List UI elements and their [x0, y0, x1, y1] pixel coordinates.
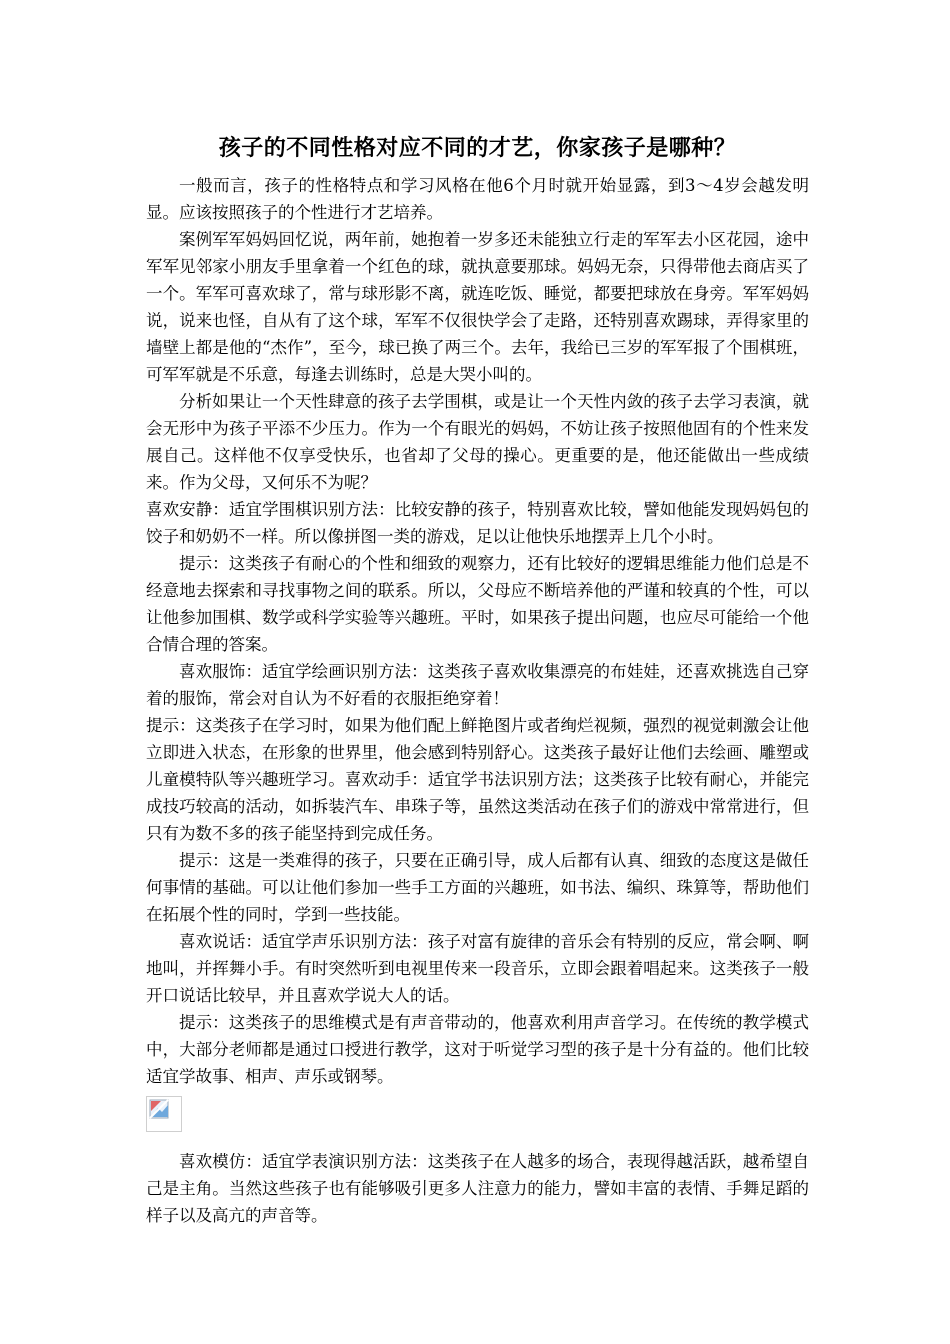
paragraph: 案例军军妈妈回忆说，两年前，她抱着一岁多还未能独立行走的军军去小区花园，途中军军见邻家小朋友手里拿着一个红色的球，就执意要那球。妈妈无奈，只得带他去商店买了一个。军军可喜欢球了，常与球形影不离，就连吃饭、睡觉，都要把球放在身旁。军军妈妈说，说来也怪，自从有了这个球，军军不仅很快学会了走路，还特别喜欢踢球，弄得家里的墙壁上都是他的“杰作”，至今，球已换了两三个。去年，我给已三岁的军军报了个围棋班，可军军就是不乐意，每逢去训练时，总是大哭小叫的。	[146, 230, 809, 384]
paragraph: 提示：这类孩子在学习时，如果为他们配上鲜艳图片或者绚烂视频，强烈的视觉刺激会让他立即进入状态，在形象的世界里，他会感到特别舒心。这类孩子最好让他们去绘画、雕塑或儿童模特队等兴趣班学习。喜欢动手：适宜学书法识别方法；这类孩子比较有耐心，并能完成技巧较高的活动，如拆装汽车、串珠子等，虽然这类活动在孩子们的游戏中常常进行，但只有为数不多的孩子能坚持到完成任务。	[146, 716, 809, 843]
image-placeholder-icon	[149, 1099, 171, 1121]
article-title: 孩子的不同性格对应不同的才艺，你家孩子是哪种？	[218, 136, 737, 161]
paragraph: 喜欢说话：适宜学声乐识别方法：孩子对富有旋律的音乐会有特别的反应，常会啊、啊地叫，并挥舞小手。有时突然听到电视里传来一段音乐，立即会跟着唱起来。这类孩子一般开口说话比较早，并且喜欢学说大人的话。	[146, 932, 809, 1005]
paragraph: 提示：这是一类难得的孩子，只要在正确引导，成人后都有认真、细致的态度这是做任何事情的基础。可以让他们参加一些手工方面的兴趣班，如书法、编织、珠算等，帮助他们在拓展个性的同时，学到一些技能。	[146, 851, 809, 924]
paragraph: 喜欢服饰：适宜学绘画识别方法：这类孩子喜欢收集漂亮的布娃娃，还喜欢挑选自己穿着的服饰，常会对自认为不好看的衣服拒绝穿着！	[146, 662, 809, 708]
article-body	[146, 132, 809, 1229]
broken-image-icon	[146, 1096, 182, 1132]
paragraph: 提示：这类孩子有耐心的个性和细致的观察力，还有比较好的逻辑思维能力他们总是不经意地去探索和寻找事物之间的联系。所以，父母应不断培养他的严谨和较真的个性，可以让他参加围棋、数学或科学实验等兴趣班。平时，如果孩子提出问题，也应尽可能给一个他合情合理的答案。	[146, 554, 809, 654]
paragraph: 分析如果让一个天性肆意的孩子去学围棋，或是让一个天性内敛的孩子去学习表演，就会无形中为孩子平添不少压力。作为一个有眼光的妈妈，不妨让孩子按照他固有的个性来发展自己。这样他不仅享受快乐，也省却了父母的操心。更重要的是，他还能做出一些成绩来。作为父母，又何乐不为呢？	[146, 392, 809, 492]
paragraph: 喜欢模仿：适宜学表演识别方法：这类孩子在人越多的场合，表现得越活跃，越希望自己是主角。当然这些孩子也有能够吸引更多人注意力的能力，譬如丰富的表情、手舞足蹈的样子以及高亢的声音等。	[146, 1152, 809, 1225]
paragraph: 一般而言，孩子的性格特点和学习风格在他6个月时就开始显露，到3～4岁会越发明显。应该按照孩子的个性进行才艺培养。	[146, 176, 809, 222]
paragraph-group	[146, 172, 809, 1090]
paragraph: 提示：这类孩子的思维模式是有声音带动的，他喜欢利用声音学习。在传统的教学模式中，大部分老师都是通过口授进行教学，这对于听觉学习型的孩子是十分有益的。他们比较适宜学故事、相声、声乐或钢琴。	[146, 1013, 809, 1086]
paragraph-group	[146, 1148, 809, 1229]
paragraph: 喜欢安静：适宜学围棋识别方法：比较安静的孩子，特别喜欢比较，譬如他能发现妈妈包的饺子和奶奶不一样。所以像拼图一类的游戏，足以让他快乐地摆弄上几个小时。	[146, 500, 809, 546]
